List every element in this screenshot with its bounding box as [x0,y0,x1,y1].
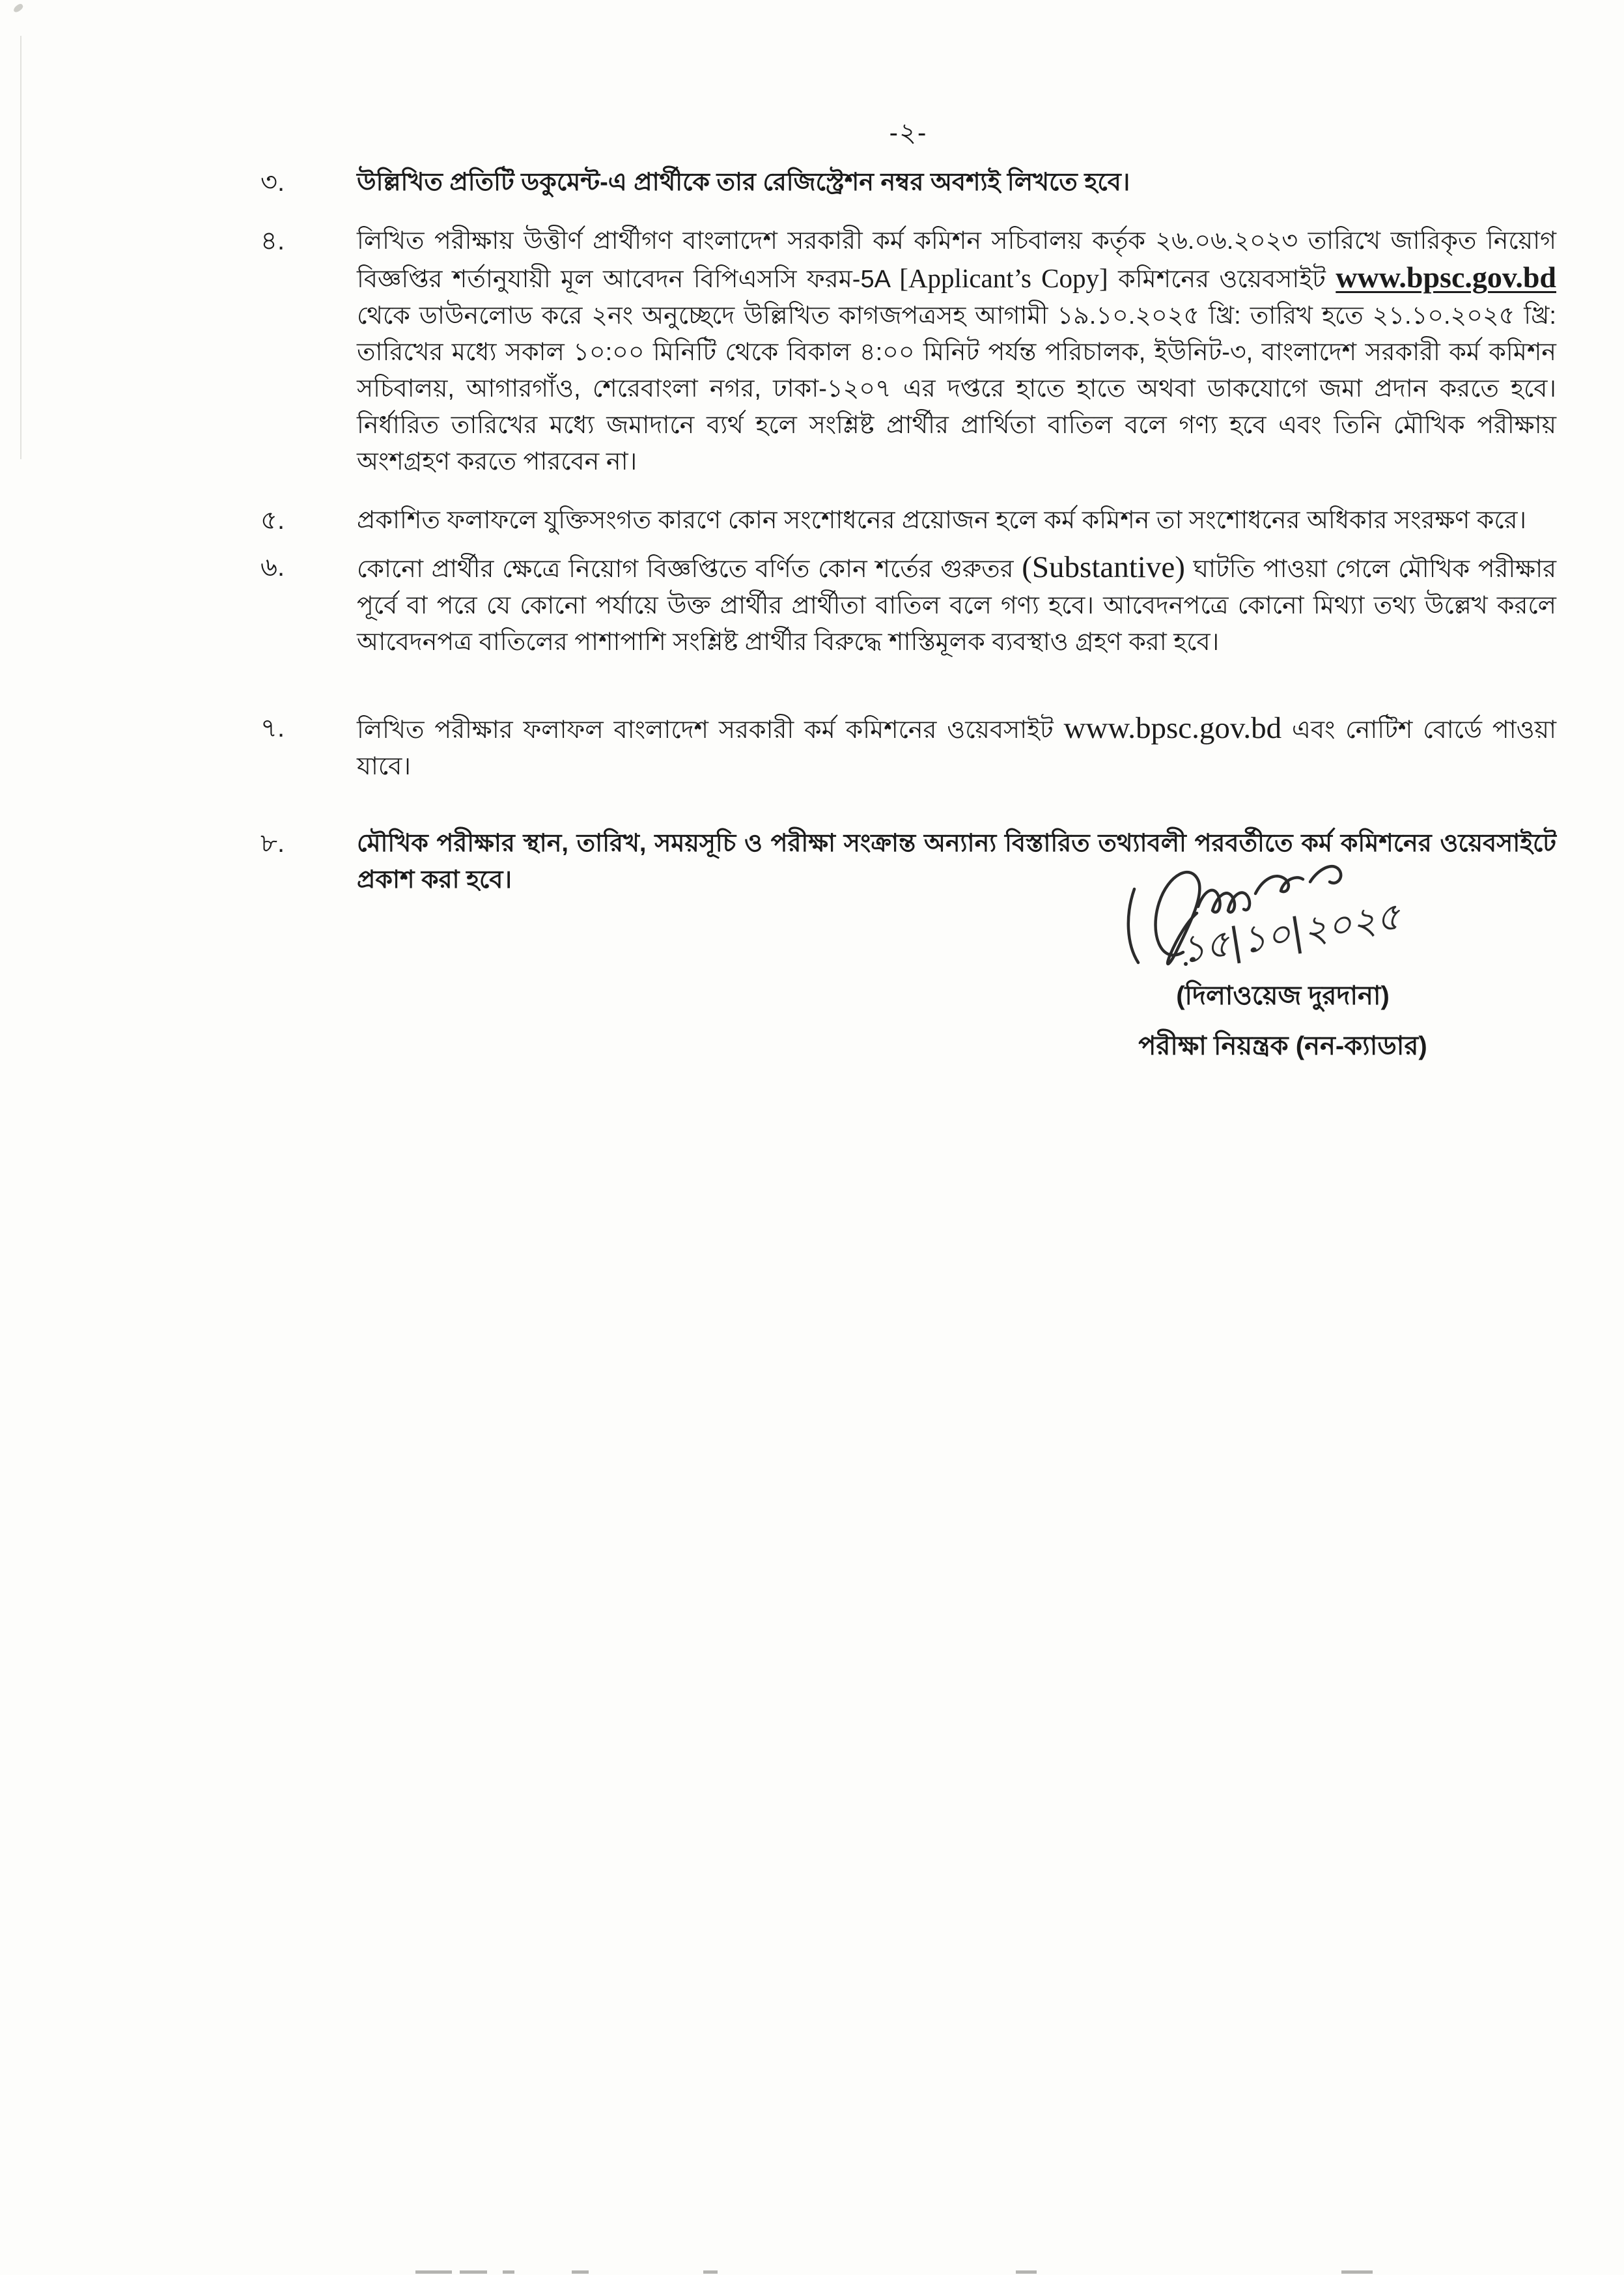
item-number: ৩. [260,168,285,197]
list-item [260,223,1556,480]
latin-text: (Substantive) [1022,550,1185,584]
list-item [260,710,1556,785]
scan-artifact-dash [503,2270,514,2274]
bengali-text: লিখিত পরীক্ষার ফলাফল বাংলাদেশ সরকারী কর্ম কমিশনের ওয়েবসাইট [357,716,1064,744]
signature-scribble [1120,853,1446,974]
signature-block [1112,853,1453,1069]
item-number: ৫. [260,506,285,535]
scan-artifact-edge-line [20,36,21,459]
latin-text: www.bpsc.gov.bd [1063,711,1282,745]
scan-artifact-dash [460,2270,487,2274]
item-text [357,549,1556,660]
scan-artifact-speck [12,3,24,14]
scan-artifact-dash [572,2270,589,2274]
scan-artifact-dash [415,2270,452,2274]
bengali-text: মৌখিক পরীক্ষার স্থান, তারিখ, সময়সূচি ও পরীক্ষা সংক্রান্ত অন্যান্য বিস্তারিত তথ্যাবলী পরবর্তীতে কর্ম কমিশনের ওয়েবসাইটে প্রকাশ করা হবে। [357,830,1556,894]
numbered-list [260,164,1556,898]
bengali-text: প্রকাশিত ফলাফলে যুক্তিসংগত কারণে কোন সংশোধনের প্রয়োজন হলে কর্ম কমিশন তা সংশোধনের অধিকার সংরক্ষণ করে। [357,507,1527,534]
list-item [260,502,1556,539]
list-item [260,549,1556,660]
item-text [357,164,1556,201]
bengali-text: কোনো প্রার্থীর ক্ষেত্রে নিয়োগ বিজ্ঞপ্তিতে বর্ণিত কোন শর্তের গুরুতর [357,556,1022,583]
scan-artifact-dash [1341,2270,1373,2274]
item-number: ৪. [260,227,285,255]
item-number: ৬. [260,553,285,582]
scan-artifact-dash [703,2270,718,2274]
bengali-text: উল্লিখিত প্রতিটি ডকুমেন্ট-এ প্রার্থীকে তার রেজিস্ট্রেশন নম্বর অবশ্যই লিখতে হবে। [357,169,1130,196]
signatory-name: (দিলাওয়েজ দুরদানা) [1176,982,1390,1010]
signatory-title: পরীক্ষা নিয়ন্ত্রক (নন-ক্যাডার) [1138,1032,1427,1060]
website-link: www.bpsc.gov.bd [1336,261,1556,294]
item-number: ৮. [260,829,285,858]
bengali-text: থেকে ডাউনলোড করে ২নং অনুচ্ছেদে উল্লিখিত কাগজপত্রসহ আগামী ১৯.১০.২০২৫ খ্রি: তারিখ হতে ২১.১০.২০২৫ খ্রি: তারিখের মধ্যে সকাল ১০:০০ মিনিটি থেকে বিকাল ৪:০০ মিনিট পর্যন্ত পরিচালক, ইউনিট-৩, বাংলাদেশ সরকারী কর্ম কমিশন সচিবালয়, আগারগাঁও, শেরেবাংলা নগর, ঢাকা-১২০৭ এর দপ্তরে হাতে হাতে অথবা ডাকযোগে জমা প্রদান করতে হবে। নির্ধারিত তারিখের মধ্যে জমাদানে ব্যর্থ হলে সংশ্লিষ্ট প্রার্থীর প্রার্থিতা বাতিল বলে গণ্য হবে এবং তিনি মৌখিক পরীক্ষায় অংশগ্রহণ করতে পারবেন না। [357,302,1556,475]
bengali-text: এবং নোটিশ বোর্ডে পাওয়া যাবে। [357,716,1557,780]
bengali-text: কমিশনের ওয়েবসাইট [1108,266,1336,293]
signature-handwritten-date: ১৫|১০|২০২৫ [1177,894,1404,972]
item-text [357,223,1556,480]
scan-artifact-dash [1016,2270,1037,2274]
latin-text: [Applicant’s Copy] [899,263,1108,293]
bengali-text: ঘাটতি পাওয়া গেলে মৌখিক পরীক্ষার পূর্বে বা পরে যে কোনো পর্যায়ে উক্ত প্রার্থীর প্রার্থীতা বাতিল বলে গণ্য হবে। আবেদনপত্রে কোনো মিথ্যা তথ্য উল্লেখ করলে আবেদনপত্র বাতিলের পাশাপাশি সংশ্লিষ্ট প্রার্থীর বিরুদ্ধে শাস্তিমূলক ব্যবস্থাও গ্রহণ করা হবে। [357,556,1556,656]
item-number: ৭. [260,714,285,742]
list-item [260,164,1556,201]
page-number: -২- [889,119,928,147]
item-text [357,502,1556,539]
bengali-text: লিখিত পরীক্ষায় উত্তীর্ণ প্রার্থীগণ বাংলাদেশ সরকারী কর্ম কমিশন সচিবালয় কর্তৃক ২৬.০৬.২০২৩ তারিখে জারিকৃত নিয়োগ বিজ্ঞপ্তির শর্তানুযায়ী মূল আবেদন বিপিএসসি ফরম-5A [357,227,1556,293]
item-text [357,710,1556,785]
